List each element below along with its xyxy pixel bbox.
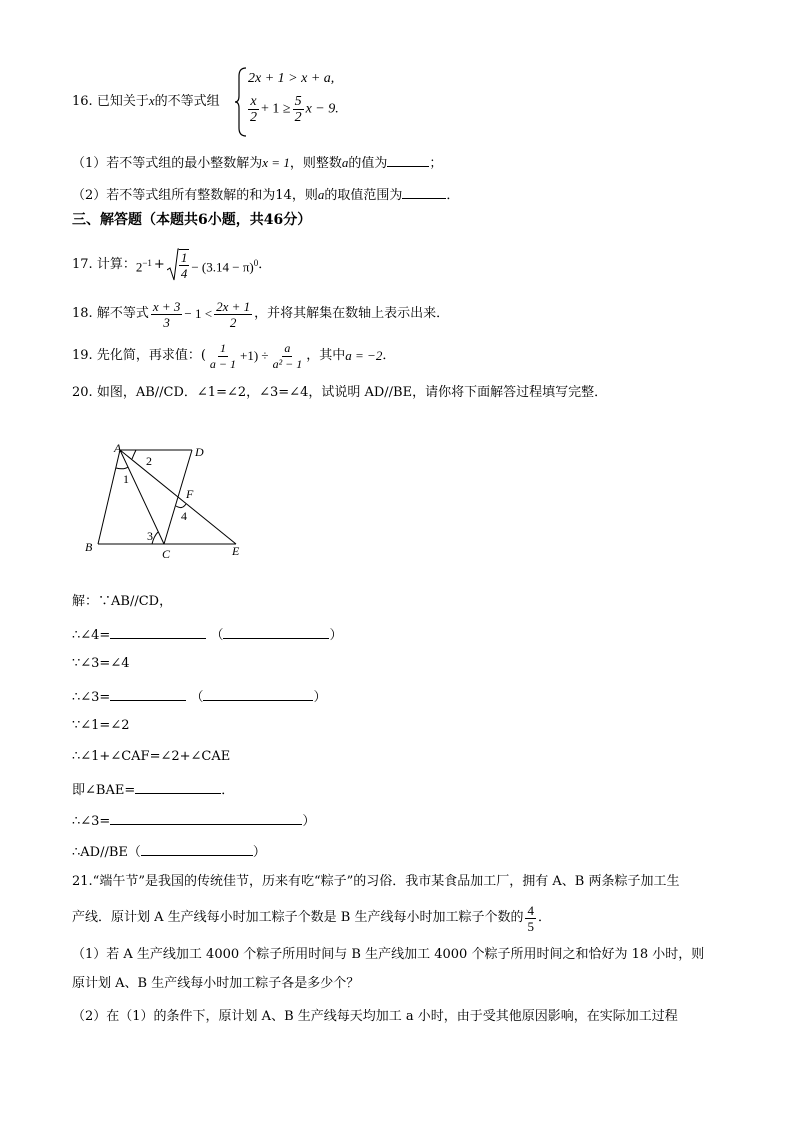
q19 xyxy=(72,338,395,374)
proof-reason-2[interactable] xyxy=(203,686,313,701)
proof-line-5: ∵∠1=∠2 xyxy=(72,718,130,733)
q16-frac-x-over-2: $\frac{x}{2}$ xyxy=(250,94,257,125)
q16-part1-eq: x = 1 xyxy=(262,155,290,170)
q20-number: 20. xyxy=(72,385,93,400)
label-E: E xyxy=(232,544,240,558)
q21-part2-line-1: （2）在（1）的条件下，原计划 A、B 生产线每天均加工 a 小时，由于受其他原因影响，在实际加工过程 xyxy=(72,1009,678,1024)
label-B: B xyxy=(85,540,93,554)
q17-plus: + xyxy=(153,257,165,272)
angle-1-arc xyxy=(116,467,128,469)
q19-frac-1: $\frac{1}{a - 1}$ xyxy=(209,340,237,371)
q17-number: 17. xyxy=(72,257,93,272)
q16-part1-text-b: ，则整数 xyxy=(289,156,342,171)
q18 xyxy=(72,296,449,332)
segment-AB xyxy=(98,450,120,544)
q16-part1-var: a xyxy=(341,155,349,170)
proof-blank-4[interactable] xyxy=(110,810,302,825)
q16-part1-blank[interactable] xyxy=(387,152,429,167)
proof-line-2: ∴∠4= （ ） xyxy=(72,624,343,645)
q17-power: $2^{-1}$ xyxy=(135,257,152,275)
q20-text: 如图，AB//CD．∠1=∠2，∠3=∠4，试说明 AD//BE，请你将下面解答过程填写完整． xyxy=(96,385,608,400)
q16-part2-end: ． xyxy=(446,188,460,203)
q16-stem-text: 已知关于 xyxy=(96,94,149,109)
q20-stem xyxy=(72,384,607,402)
q18-mid: − 1 < xyxy=(184,306,213,321)
proof-line-3: ∵∠3=∠4 xyxy=(72,656,130,671)
q21-line-2: 产线．原计划 A 生产线每小时加工粽子个数是 B 生产线每小时加工粽子个数的 $\frac{4}{5}$ ． xyxy=(72,902,551,934)
q17-end: ． xyxy=(258,257,272,272)
q19-mid: +1) ÷ xyxy=(240,348,269,363)
proof-line-1: 解：∵AB//CD， xyxy=(72,594,173,609)
q20-figure xyxy=(80,440,260,564)
q19-tail: ，其中 xyxy=(306,348,346,363)
q16-inequality-1: 2x + 1 > x + a, xyxy=(248,71,335,86)
q21-frac-4-5: $\frac{4}{5}$ xyxy=(527,902,534,934)
q16-stem-after: 的不等式组 xyxy=(154,94,220,109)
q21-part1-line-2: 原计划 A、B 生产线每小时加工粽子各是多少个？ xyxy=(72,976,360,991)
q19-cond: a = −2 xyxy=(345,348,383,363)
proof-blank-3[interactable] xyxy=(135,779,221,794)
angle-4-arc xyxy=(176,504,186,508)
q18-number: 18. xyxy=(72,306,93,321)
proof-line-6: ∴∠1+∠CAF=∠2+∠CAE xyxy=(72,749,231,764)
q16-var-x: x xyxy=(148,93,155,108)
q17-sqrt: $\frac{1}{4}$ xyxy=(167,248,190,282)
q16-number: 16. xyxy=(72,94,93,109)
q16-frac-5-over-2: $\frac{5}{2}$ xyxy=(294,94,302,125)
label-angle-1: 1 xyxy=(123,472,129,486)
q21-part1-line-1: （1）若 A 生产线加工 4000 个粽子所用时间与 B 生产线加工 4000 个粽子所用时间之和恰好为 18 小时，则 xyxy=(72,947,705,962)
label-angle-3: 3 xyxy=(147,529,153,543)
q16-part2-blank[interactable] xyxy=(402,184,446,199)
q17-label: 计算： xyxy=(96,257,136,272)
q18-frac-1: $\frac{x + 3}{3}$ xyxy=(152,298,181,330)
label-C: C xyxy=(162,547,171,561)
q18-tail: ，并将其解集在数轴上表示出来． xyxy=(254,306,450,321)
q16-part2-var: a xyxy=(317,187,325,202)
q16-stem xyxy=(72,92,220,111)
proof-reason-1[interactable] xyxy=(223,624,329,639)
q16-part2-text-b: 的取值范围为 xyxy=(324,188,403,203)
q16-part1 xyxy=(72,152,442,173)
q16-part1-end: ； xyxy=(429,156,443,171)
proof-line-8: ∴∠3= ） xyxy=(72,810,315,831)
q16-inequality-2 xyxy=(246,94,339,134)
label-D: D xyxy=(195,445,204,459)
q19-frac-2: $\frac{a}{\text{a² − 1}}$ xyxy=(272,340,303,371)
radical-icon xyxy=(167,248,179,282)
q19-number: 19. xyxy=(72,348,93,363)
proof-line-4: ∴∠3= （ ） xyxy=(72,686,327,707)
proof-reason-3[interactable] xyxy=(141,841,253,856)
q19-label: 先化简，再求值：( xyxy=(96,348,206,363)
q16-part2-text: （2）若不等式组所有整数解的和为14，则 xyxy=(72,188,318,203)
label-F: F xyxy=(186,487,194,501)
segment-AC xyxy=(120,450,164,544)
angle-2-arc xyxy=(132,450,136,459)
q19-end: ． xyxy=(382,348,396,363)
proof-blank-1[interactable] xyxy=(110,624,206,639)
q16-part1-text: （1）若不等式组的最小整数解为 xyxy=(72,156,263,171)
q17-rest: − $(3.14 - \pi)^0$ xyxy=(191,257,259,275)
q17 xyxy=(72,248,271,282)
q16-part1-text-c: 的值为 xyxy=(348,156,388,171)
section3-title: 三、解答题（本题共6小题，共46分） xyxy=(72,212,312,228)
q18-label: 解不等式 xyxy=(96,306,149,321)
q16-ineq2-tail: x − 9. xyxy=(305,101,339,117)
proof-line-7: 即∠BAE= ． xyxy=(72,779,234,800)
segment-AE xyxy=(120,450,236,544)
q18-frac-2: $\frac{2x + 1}{2}$ xyxy=(216,298,251,330)
label-A: A xyxy=(114,441,122,455)
proof-blank-2[interactable] xyxy=(110,686,186,701)
proof-line-9: ∴AD//BE（ ） xyxy=(72,841,266,862)
label-angle-4: 4 xyxy=(181,509,187,523)
label-angle-2: 2 xyxy=(146,454,152,468)
q16-ineq2-mid: + 1 ≥ xyxy=(261,101,291,117)
q16-part2 xyxy=(72,184,459,205)
q21-line-1: 21.“端午节”是我国的传统佳节，历来有吃“粽子”的习俗．我市某食品加工厂，拥有 A、B 两条粽子加工生 xyxy=(72,874,680,889)
